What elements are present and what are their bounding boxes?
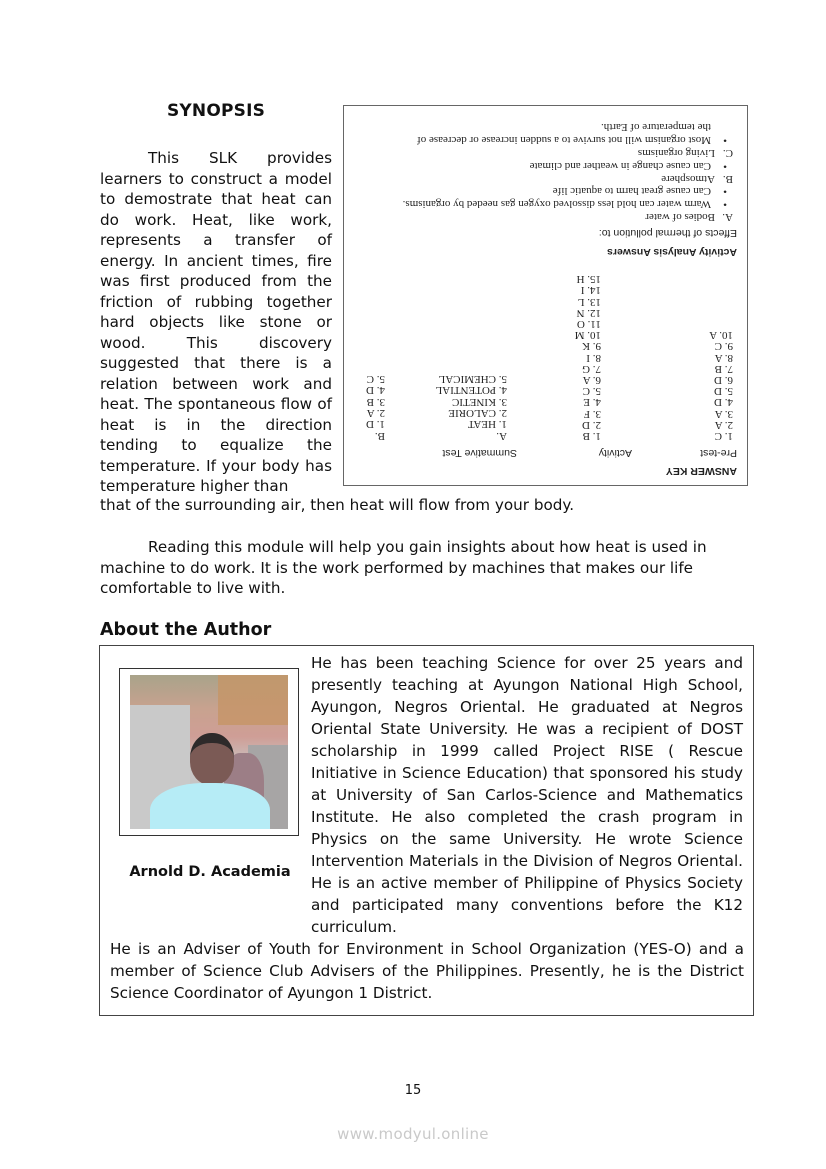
- pretest-answer: 2. A: [714, 418, 733, 431]
- synopsis-paragraph-2: Reading this module will help you gain insights about how heat is used in machine to do work. It is the work performed by machines that makes our life comfortable to live with.: [100, 538, 707, 597]
- summative-answer: 5. CHEMICAL: [438, 373, 507, 386]
- activity-answers: [575, 273, 601, 441]
- pretest-answer: 8. A: [714, 351, 733, 364]
- pretest-answer: 9. C: [714, 340, 733, 353]
- author-bio-full: He is an Adviser of Youth for Environment in School Organization (YES-O) and a member of Science Club Advisers of the Philippines. Presently, he is the District Science Coordinator of Ayungon 1 District.: [110, 940, 744, 1002]
- pretest-answer: 3. A: [714, 407, 733, 420]
- effect-bullet: • Can cause great harm to aquatic life: [353, 185, 733, 198]
- activity-answer: 3. F: [583, 407, 601, 420]
- photo-person-head: [190, 733, 234, 785]
- summative-answer: 4. D: [366, 384, 385, 397]
- activity-answer: 11. O: [576, 317, 601, 330]
- summative-answer: 3. KINETIC: [452, 395, 507, 408]
- answer-key-box: [343, 105, 748, 486]
- summative-answer: 1. HEAT: [467, 418, 507, 430]
- photo-person-shirt: [150, 783, 270, 829]
- synopsis-paragraph-column: [100, 148, 332, 497]
- activity-answer: 2. D: [582, 418, 601, 431]
- summative-answer: 5. C: [366, 373, 385, 386]
- synopsis-paragraph-1-tail: that of the surrounding air, then heat will flow from your body.: [100, 496, 575, 514]
- author-photo: [130, 675, 288, 829]
- summative-label: Summative Test: [442, 447, 517, 459]
- pretest-answer: 1. C: [714, 430, 733, 442]
- group-heading: Atmosphere: [661, 172, 715, 185]
- about-author-heading: About the Author: [100, 620, 272, 640]
- group-letter: C.: [722, 147, 733, 160]
- activity-answer: 14. I: [580, 284, 601, 297]
- activity-answer: 12. N: [576, 306, 601, 319]
- pretest-answer: 5. D: [714, 385, 733, 398]
- group-letter: B.: [722, 172, 733, 185]
- author-photo-frame: [119, 668, 299, 836]
- pretest-answers: [709, 329, 733, 441]
- activity-answer: 13. L: [577, 295, 601, 308]
- activity-answer: 7. G: [582, 362, 601, 375]
- analysis-intro: Effects of thermal pollution to:: [598, 227, 737, 239]
- group-heading: Bodies of water: [645, 211, 715, 223]
- summative-answer: 1. D: [366, 418, 385, 430]
- pretest-answer: 7. B: [714, 362, 733, 375]
- effect-group-atmosphere: [353, 159, 733, 185]
- activity-answer: 4. E: [583, 396, 601, 409]
- effect-bullet: • Can cause change in weather and climate: [353, 159, 733, 172]
- author-name: Arnold D. Academia: [129, 864, 291, 880]
- page-number: 15: [404, 1083, 422, 1098]
- answer-key-rotated-content: [344, 106, 747, 485]
- activity-answer: 8. I: [586, 351, 601, 364]
- summative-answer: 3. B: [366, 395, 385, 408]
- pretest-answer: 4. D: [714, 396, 733, 409]
- effect-bullet: • Warm water can hold less dissolved oxygen gas needed by organisms.: [353, 197, 733, 210]
- pretest-answer: 6. D: [714, 373, 733, 386]
- watermark: www.modyul.online: [337, 1125, 489, 1143]
- pretest-label: Pre-test: [700, 447, 737, 459]
- group-heading: Living organisms: [637, 147, 715, 160]
- effect-group-organisms: [353, 121, 733, 159]
- activity-answer: 10. M: [574, 329, 601, 342]
- answer-key-title: ANSWER KEY: [665, 465, 737, 477]
- summative-part-b-label: B.: [374, 430, 385, 442]
- activity-answer: 9. K: [582, 340, 601, 353]
- effect-bullet: • Most organism will not survive to a sudden increase or decrease of the temperature of Earth.: [411, 121, 733, 147]
- summative-answer: 2. CALORIE: [448, 406, 507, 419]
- summative-answer: 2. A: [366, 406, 385, 419]
- summative-part-a-answers: [436, 373, 508, 429]
- analysis-title: Activity Analysis Answers: [607, 246, 737, 258]
- group-letter: A.: [722, 211, 733, 223]
- activity-answer: 15. H: [576, 273, 601, 286]
- synopsis-paragraph-1: This SLK provides learners to construct a model to demostrate that heat can do work. Heat, like work, represents a transfer of energy. In ancient times, fire was first produced from the friction of rubbing together hard objects like stone or wood. This discovery suggested that there is a relation between work and heat. The spontaneous flow of heat is in the direction tending to equalize the temperature. If your body has temperature higher than: [100, 149, 332, 495]
- activity-label: Activity: [598, 447, 632, 459]
- summative-part-a-label: A.: [496, 430, 507, 442]
- activity-answer: 5. C: [582, 385, 601, 398]
- activity-answer: 6. A: [582, 373, 601, 386]
- author-bio-side: He has been teaching Science for over 25 years and presently teaching at Ayungon National High School, Ayungon, Negros Oriental. He graduated at Negros Oriental State University. He was a recipient of DOST scholarship in 1999 called Project RISE ( Rescue Initiative in Science Education) that sponsored his study at University of San Carlos-Science and Mathematics Institute. He also completed the crash program in Physics on the same University. He wrote Science Intervention Materials in the Division of Negros Oriental. He is an active member of Philippine of Physics Society and participated many conventions before the K12 curriculum.: [311, 654, 743, 936]
- photo-background-top-right: [218, 675, 288, 725]
- summative-part-b-answers: [366, 373, 385, 429]
- pretest-answer: 10. A: [709, 329, 733, 342]
- summative-answer: 4. POTENTIAL: [435, 384, 507, 397]
- thermal-pollution-effects: [353, 121, 733, 223]
- activity-answer: 1. B: [582, 430, 601, 442]
- synopsis-title: SYNOPSIS: [166, 101, 266, 121]
- effect-group-water: [353, 185, 733, 223]
